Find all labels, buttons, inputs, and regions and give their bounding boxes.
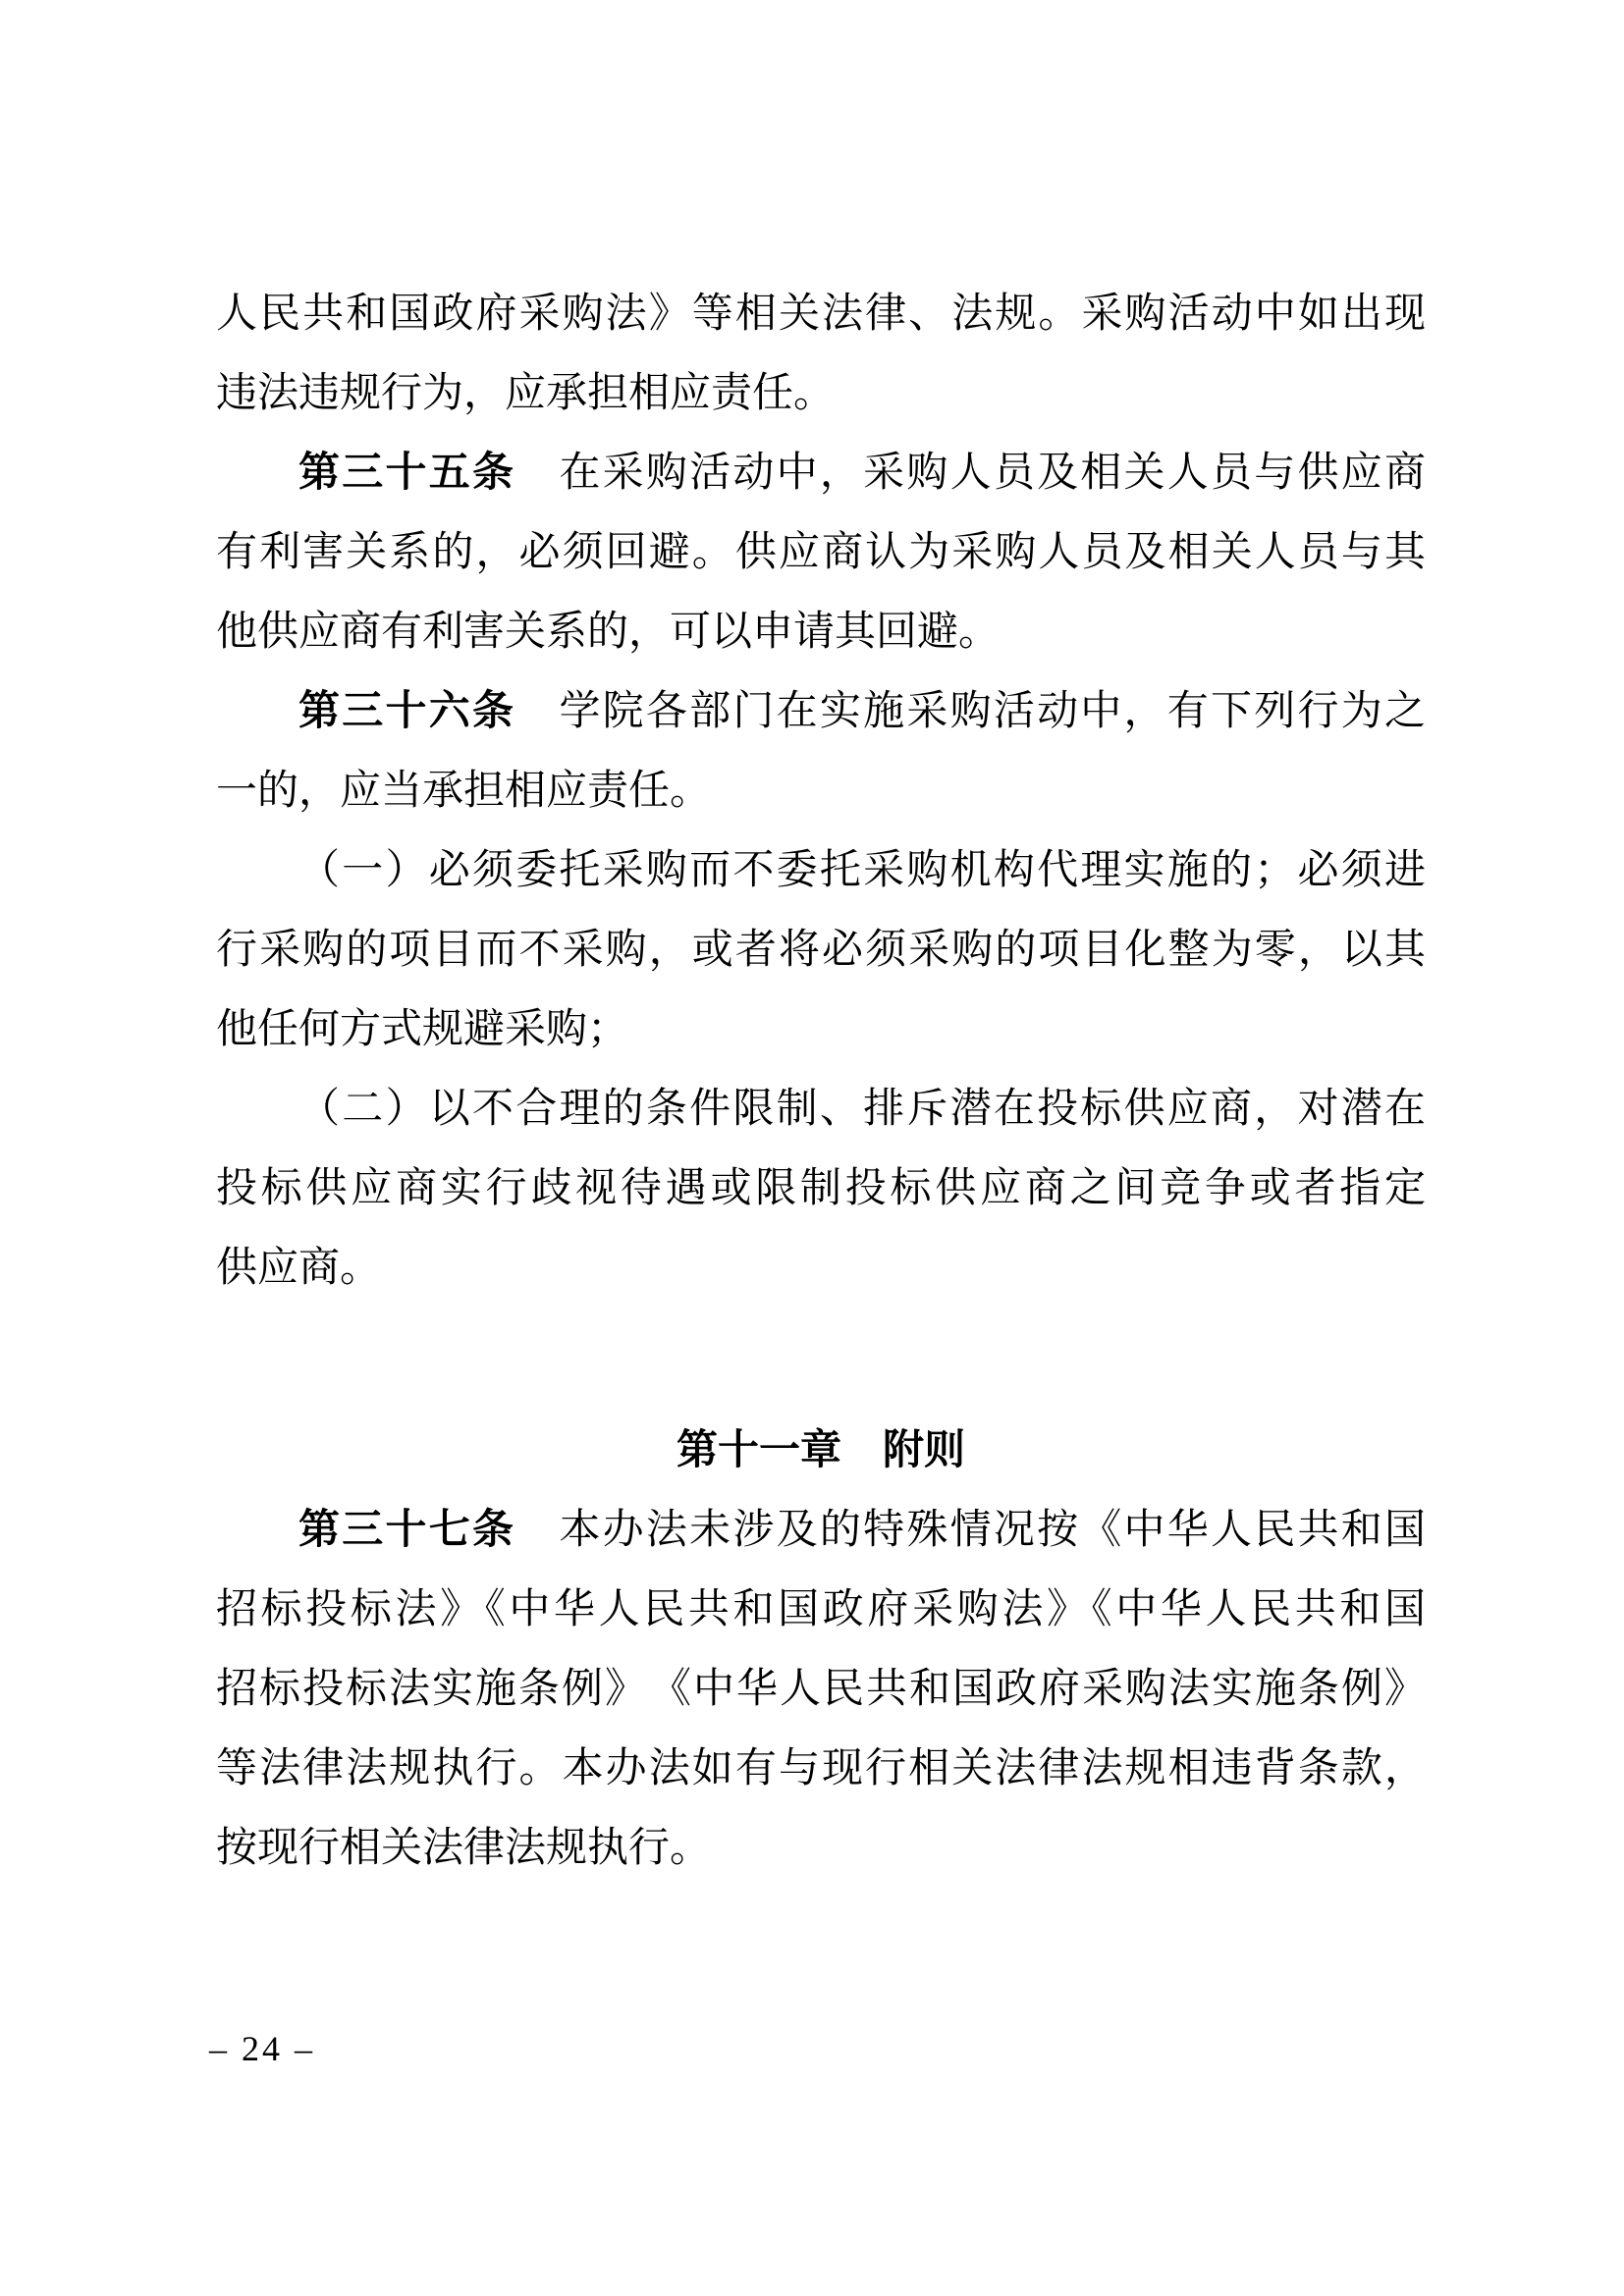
text-run: 招标投标法实施条例》 《中华人民共和国政府采购法实施条例》 — [216, 1667, 1426, 1712]
text-run: 行采购的项目而不采购，或者将必须采购的项目化整为零，以其 — [216, 928, 1426, 973]
text-line — [216, 354, 1426, 434]
text-run: 人民共和国政府采购法》等相关法律、法规。采购活动中如出现 — [216, 292, 1426, 337]
text-line — [216, 1571, 1426, 1650]
text-line — [216, 593, 1426, 672]
text-line — [216, 1070, 1426, 1149]
text-line — [216, 1491, 1426, 1571]
text-line — [216, 275, 1426, 354]
text-line — [216, 990, 1426, 1070]
article-number: 第三十六条 — [298, 689, 516, 734]
page-number: – 24 – — [209, 2029, 315, 2068]
text-run: 一的，应当承担相应责任。 — [216, 769, 712, 814]
text-line — [216, 1650, 1426, 1730]
text-run: 本办法未涉及的特殊情况按《中华人民共和国 — [515, 1508, 1426, 1553]
text-line — [216, 672, 1426, 752]
text-run: 违法违规行为，应承担相应责任。 — [216, 371, 836, 416]
text-run: 招标投标法》《中华人民共和国政府采购法》《中华人民共和国 — [216, 1587, 1426, 1632]
text-line — [216, 513, 1426, 593]
paragraph — [216, 672, 1426, 831]
text-line — [216, 1730, 1426, 1809]
text-run: 按现行相关法律法规执行。 — [216, 1826, 712, 1871]
chapter-heading — [216, 1412, 1426, 1491]
paragraph — [216, 1491, 1426, 1889]
text-run: 他供应商有利害关系的，可以申请其回避。 — [216, 610, 1001, 655]
paragraph — [216, 1070, 1426, 1308]
text-run: 供应商。 — [216, 1246, 382, 1291]
text-line — [216, 1809, 1426, 1889]
article-number: 第三十七条 — [298, 1508, 516, 1553]
text-run: 有利害关系的，必须回避。供应商认为采购人员及相关人员与其 — [216, 530, 1426, 575]
text-line — [216, 1412, 1426, 1491]
text-line — [216, 831, 1426, 911]
text-run: 他任何方式规避采购； — [216, 1007, 629, 1052]
text-run: （二）以不合理的条件限制、排斥潜在投标供应商，对潜在 — [298, 1087, 1426, 1132]
text-run: 等法律法规执行。本办法如有与现行相关法律法规相违背条款， — [216, 1746, 1426, 1791]
paragraph — [216, 831, 1426, 1070]
paragraph — [216, 434, 1426, 672]
text-line — [216, 434, 1426, 513]
text-run: 学院各部门在实施采购活动中，有下列行为之 — [515, 689, 1426, 734]
text-line — [216, 911, 1426, 990]
paragraph — [216, 275, 1426, 434]
article-number: 第十一章 附则 — [676, 1428, 965, 1473]
text-line — [216, 752, 1426, 831]
document-body — [216, 275, 1426, 1889]
text-line — [216, 1229, 1426, 1308]
text-run: 在采购活动中，采购人员及相关人员与供应商 — [515, 451, 1426, 496]
text-run: （一）必须委托采购而不委托采购机构代理实施的；必须进 — [298, 848, 1426, 893]
text-run: 投标供应商实行歧视待遇或限制投标供应商之间竞争或者指定 — [216, 1166, 1426, 1211]
article-number: 第三十五条 — [298, 451, 516, 496]
text-line — [216, 1149, 1426, 1229]
